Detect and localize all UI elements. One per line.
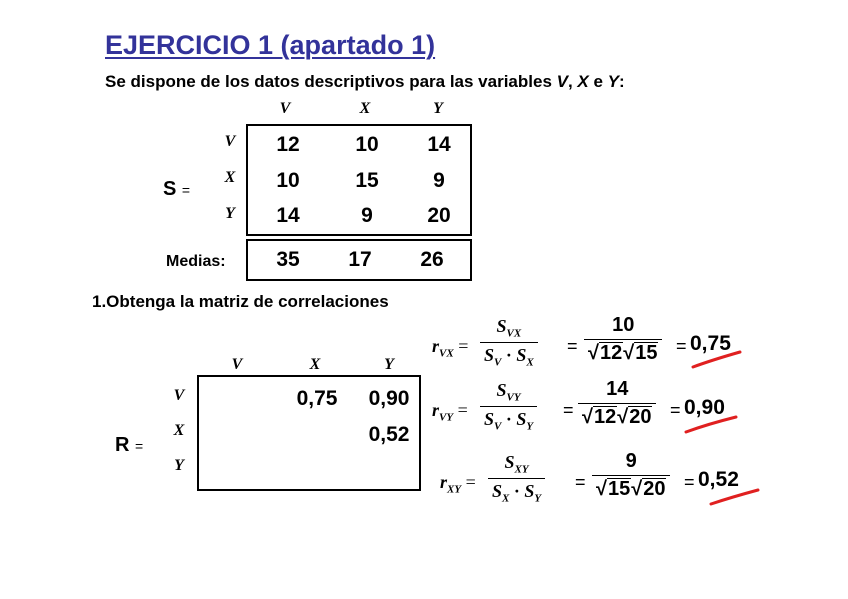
formula-xy: $r_{XY}$ = $S_{XY}$ $S_X \cdot S_Y$ = $\frac{9}{√15√20}$ = 0,52 [440, 450, 739, 505]
formula-label: $r_{VX}$ = [432, 336, 469, 360]
r-col-header-v: V [231, 356, 243, 373]
s-cell: 15 [355, 169, 379, 192]
s-cell: 9 [361, 204, 373, 227]
s-cell: 14 [427, 133, 451, 156]
s-cell: 10 [355, 133, 379, 156]
s-row-label-x: X [224, 169, 236, 186]
medias-label: Medias: [166, 253, 226, 270]
formula-numeric-fraction: $\frac{10}{√12√15}$ [584, 314, 662, 365]
formula-vx: $r_{VX}$ = $S_{VX}$ $S_V \cdot S_X$ = $\frac{10}{√12√15}$ = 0,75 [432, 314, 731, 369]
subtitle: Se dispone de los datos descriptivos para las variables V, X e Y: [105, 72, 625, 91]
s-matrix-name: S = [163, 178, 191, 200]
s-col-header-v: V [279, 100, 291, 117]
r-col-header-y: Y [384, 356, 394, 373]
s-cell: 20 [427, 204, 451, 227]
formula-result: 0,75 [690, 332, 731, 355]
formula-symbolic-fraction: $S_{VY}$ $S_V \cdot S_Y$ [480, 380, 537, 432]
formula-symbolic-fraction: $S_{XY}$ $S_X \cdot S_Y$ [488, 452, 545, 504]
formula-result: 0,90 [684, 396, 725, 419]
r-row-label-y: Y [174, 457, 184, 474]
r-col-header-x: X [309, 356, 321, 373]
r-row-label-x: X [173, 422, 185, 439]
media-value: 35 [276, 248, 300, 271]
formula-result: 0,52 [698, 468, 739, 491]
formula-vy: $r_{VY}$ = $S_{VY}$ $S_V \cdot S_Y$ = $\frac{14}{√12√20}$ = 0,90 [432, 378, 725, 433]
s-cell: 14 [276, 204, 300, 227]
media-value: 26 [420, 248, 444, 271]
question-text: 1.Obtenga la matriz de correlaciones [92, 292, 389, 311]
formula-numeric-fraction: $\frac{9}{√15√20}$ [592, 450, 670, 501]
r-cell-vy: 0,90 [368, 387, 410, 410]
s-row-label-v: V [224, 133, 236, 150]
red-underline-vy [686, 417, 736, 432]
formula-symbolic-fraction: $S_{VX}$ $S_V \cdot S_X$ [480, 316, 538, 368]
s-cell: 10 [276, 169, 300, 192]
page-title: EJERCICIO 1 (apartado 1) [105, 30, 436, 60]
r-row-label-v: V [173, 387, 185, 404]
r-cell-xy: 0,52 [368, 423, 410, 446]
r-cell-vx: 0,75 [296, 387, 338, 410]
formula-label: $r_{XY}$ = [440, 472, 476, 496]
r-matrix-name: R = [115, 434, 144, 456]
media-value: 17 [348, 248, 372, 271]
s-col-header-y: Y [433, 100, 443, 117]
s-row-label-y: Y [225, 205, 235, 222]
red-underline-vx [693, 352, 740, 367]
s-cell: 9 [433, 169, 445, 192]
s-cell: 12 [276, 133, 300, 156]
formula-label: $r_{VY}$ = [432, 400, 468, 424]
formula-numeric-fraction: $\frac{14}{√12√20}$ [578, 378, 656, 429]
s-col-header-x: X [359, 100, 371, 117]
red-underline-xy [711, 490, 758, 504]
